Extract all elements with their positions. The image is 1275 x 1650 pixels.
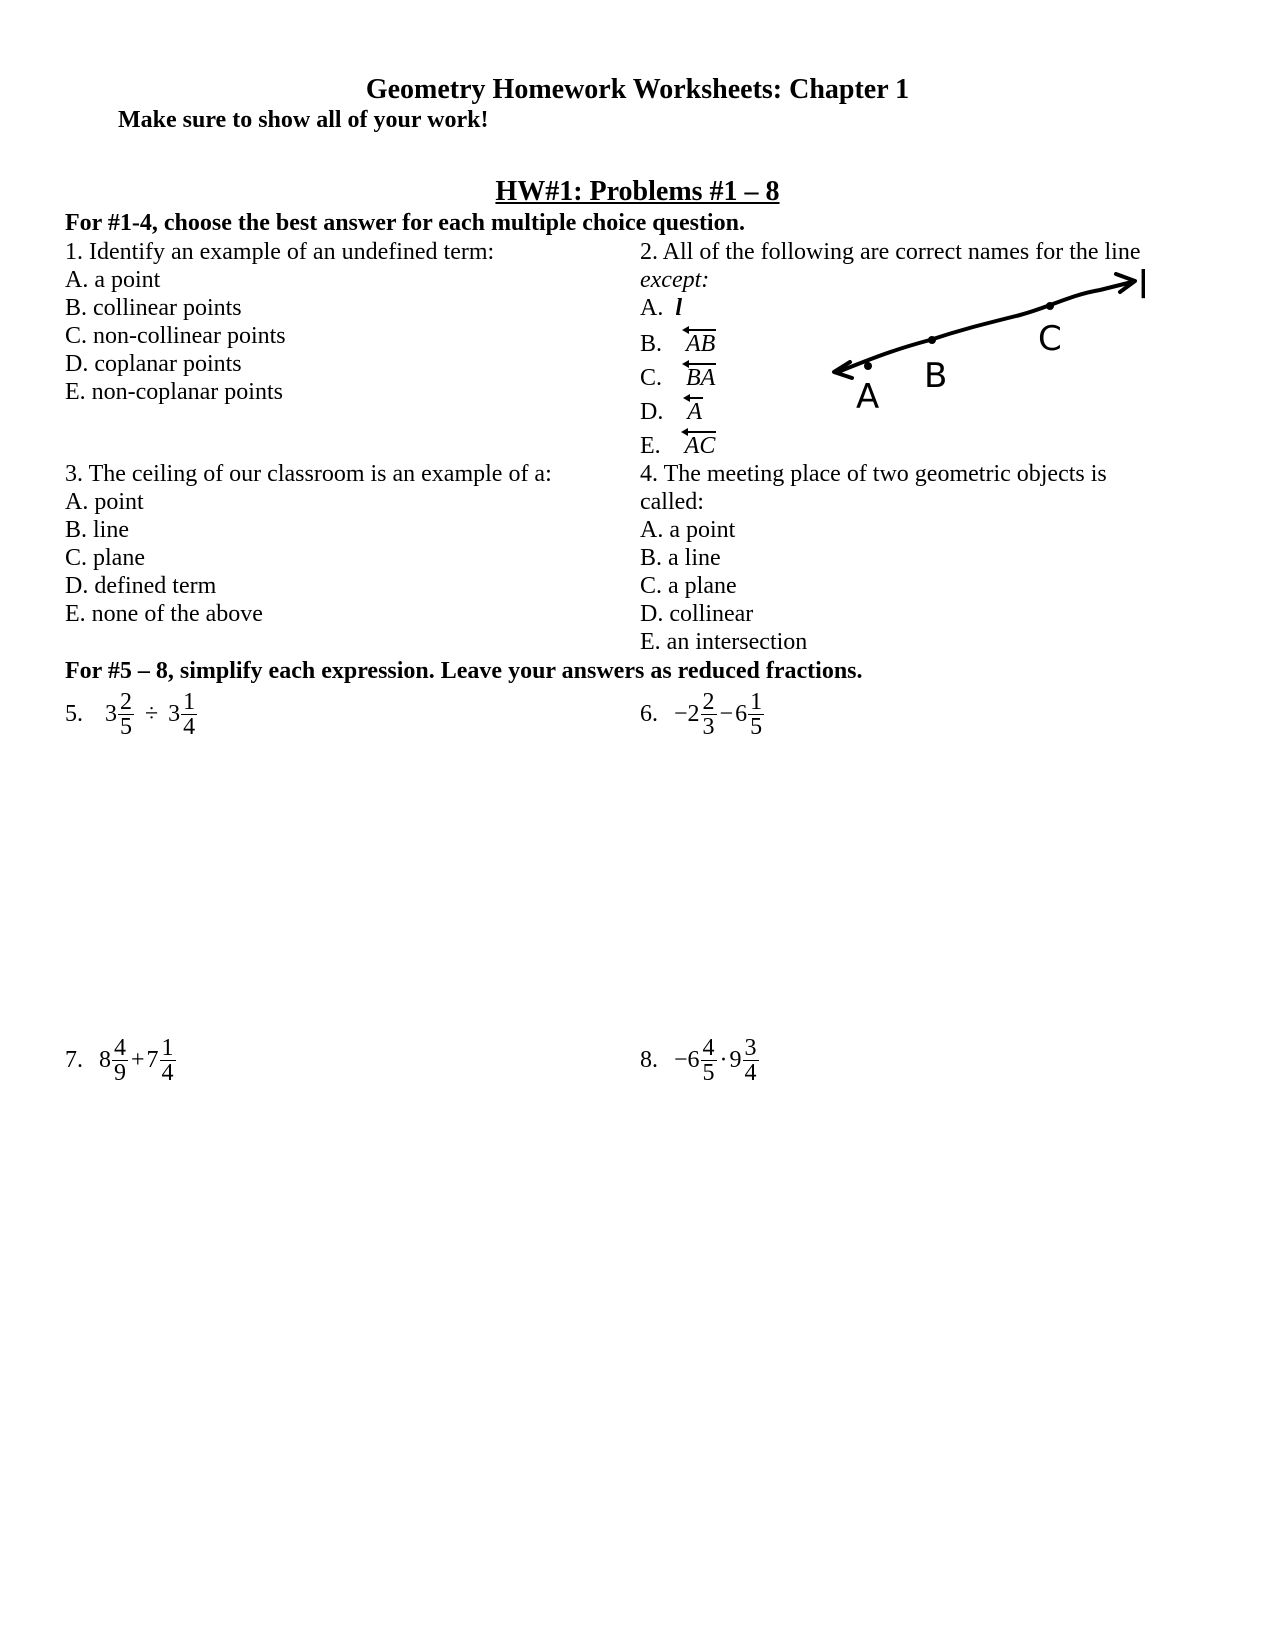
denominator: 4: [744, 1060, 757, 1086]
label-a: A: [856, 377, 880, 417]
label-l: l: [1138, 263, 1149, 307]
whole-part: 9: [729, 1047, 742, 1073]
q3-option-d: D. defined term: [65, 573, 217, 599]
label-c: C: [1038, 319, 1062, 359]
whole-part: −2: [674, 701, 700, 727]
q4-option-a: A. a point: [640, 517, 736, 543]
fr-instructions: For #5 – 8, simplify each expression. Leave your answers as reduced fractions.: [65, 658, 863, 684]
q3-option-c: C. plane: [65, 545, 145, 571]
operator: ÷: [145, 701, 159, 727]
q3-option-e: E. none of the above: [65, 601, 263, 627]
q5-number: 5.: [65, 701, 83, 727]
numerator: 3: [744, 1035, 757, 1061]
q2-option-b: [640, 328, 715, 358]
q4-option-b: B. a line: [640, 545, 721, 571]
option-letter: B.: [640, 331, 663, 357]
q6-expression: [640, 690, 765, 739]
denominator: 4: [161, 1060, 174, 1086]
q4-option-c: C. a plane: [640, 573, 737, 599]
hw-title: HW#1: Problems #1 – 8: [495, 176, 780, 207]
q2-option-e: [640, 430, 715, 460]
q4-option-d: D. collinear: [640, 601, 754, 627]
line-ab-notation: AB: [686, 328, 715, 358]
denominator: 5: [702, 1060, 715, 1086]
denominator: 9: [114, 1060, 126, 1086]
line-l-drawing: [838, 282, 1132, 372]
numerator: 4: [114, 1035, 126, 1061]
fraction: [748, 690, 764, 739]
q2-option-d: [640, 396, 702, 426]
q2-prompt: 2. All of the following are correct names for the line: [640, 239, 1141, 265]
denominator: 4: [183, 714, 196, 740]
option-letter: C.: [640, 365, 663, 391]
q2-option-a: [640, 294, 682, 322]
label-b: B: [924, 356, 948, 396]
q4-option-e: E. an intersection: [640, 629, 808, 655]
denominator: 5: [750, 714, 763, 740]
q7-number: 7.: [65, 1047, 83, 1073]
q1-option-e: E. non-coplanar points: [65, 379, 283, 405]
numerator: 1: [161, 1035, 174, 1061]
fraction: [118, 690, 134, 739]
line-figure: [820, 260, 1160, 420]
denominator: 5: [120, 714, 132, 740]
line-ba-notation: BA: [686, 362, 715, 392]
fraction: [701, 690, 717, 739]
fraction: [701, 1036, 717, 1085]
denominator: 3: [702, 714, 715, 740]
q2-prompt-except: except:: [640, 267, 710, 293]
numerator: 2: [702, 689, 715, 715]
numerator: 2: [120, 689, 132, 715]
numerator: 4: [702, 1035, 715, 1061]
q1-option-d: D. coplanar points: [65, 351, 242, 377]
option-letter: D.: [640, 399, 664, 425]
line-name-l: l: [675, 295, 683, 321]
operator: ·: [719, 1047, 728, 1073]
option-letter: E.: [640, 433, 661, 459]
q4-prompt-line2: called:: [640, 489, 704, 515]
whole-part: 3: [168, 701, 181, 727]
fraction: [112, 1036, 128, 1085]
q2-option-c: [640, 362, 715, 392]
whole-part: 6: [735, 701, 748, 727]
page-subtitle: Make sure to show all of your work!: [118, 107, 489, 133]
numerator: 1: [750, 689, 763, 715]
page-title: Geometry Homework Worksheets: Chapter 1: [365, 74, 910, 105]
q6-number: 6.: [640, 701, 658, 727]
whole-part: 8: [99, 1047, 111, 1073]
whole-part: 7: [146, 1047, 159, 1073]
q1-option-a: A. a point: [65, 267, 161, 293]
q3-prompt: 3. The ceiling of our classroom is an example of a:: [65, 461, 552, 487]
operator: −: [719, 701, 734, 727]
q1-option-c: C. non-collinear points: [65, 323, 286, 349]
q8-expression: [640, 1036, 760, 1085]
line-ac-notation: AC: [685, 430, 716, 460]
point-a-dot: [864, 362, 872, 370]
fraction: [181, 690, 197, 739]
whole-part: −6: [674, 1047, 700, 1073]
q3-option-a: A. point: [65, 489, 144, 515]
fraction: [160, 1036, 176, 1085]
q4-prompt-line1: 4. The meeting place of two geometric objects is: [640, 461, 1107, 487]
operator: +: [131, 1047, 145, 1073]
q5-expression: [65, 690, 198, 739]
fraction: [743, 1036, 759, 1085]
line-a-notation: A: [687, 396, 702, 426]
q8-number: 8.: [640, 1047, 658, 1073]
q3-option-b: B. line: [65, 517, 129, 543]
q1-prompt: 1. Identify an example of an undefined term:: [65, 239, 495, 265]
point-b-dot: [928, 336, 936, 344]
point-c-dot: [1046, 302, 1054, 310]
option-letter: A.: [640, 295, 664, 321]
q1-option-b: B. collinear points: [65, 295, 242, 321]
q7-expression: [65, 1036, 177, 1085]
numerator: 1: [183, 689, 196, 715]
mc-instructions: For #1-4, choose the best answer for each multiple choice question.: [65, 210, 745, 236]
whole-part: 3: [105, 701, 117, 727]
